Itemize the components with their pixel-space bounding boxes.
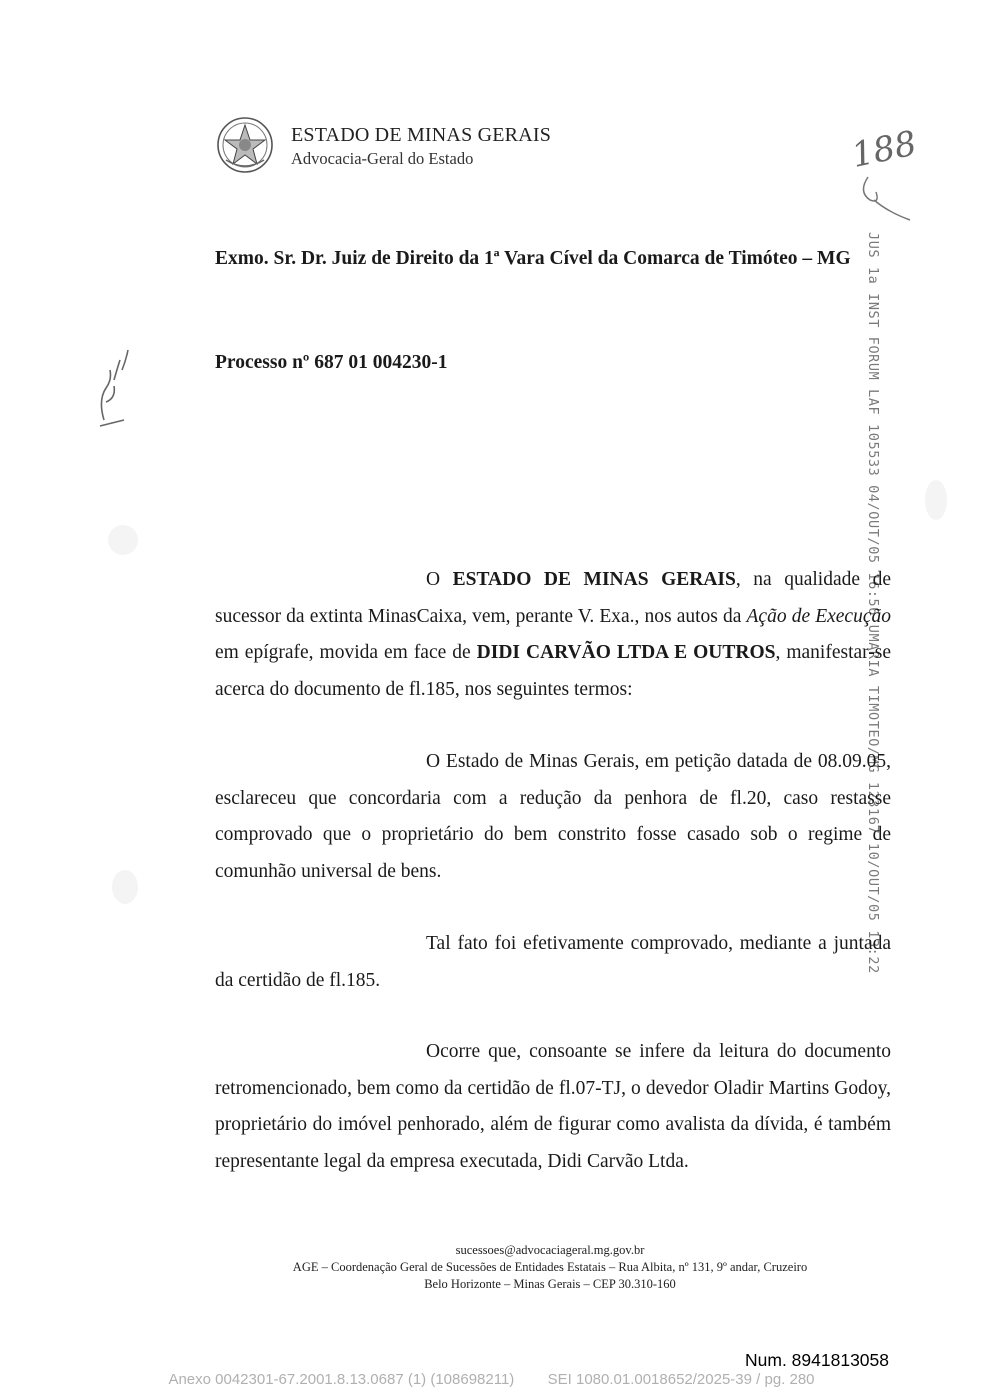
scan-smudge	[925, 480, 947, 520]
scan-smudge	[112, 870, 138, 904]
handwritten-page-number	[848, 122, 928, 232]
page-footer	[200, 1242, 900, 1293]
footer-email: sucessoes@advocaciageral.mg.gov.br	[455, 1243, 645, 1257]
addressee: Exmo. Sr. Dr. Juiz de Direito da 1ª Vara Cível da Comarca de Timóteo – MG	[215, 248, 851, 269]
coat-of-arms-seal	[216, 116, 274, 174]
p1-text-4: , manifestar-se acerca do documento de fl.185, nos seguintes termos:	[215, 642, 891, 700]
paragraph-3: Tal fato foi efetivamente comprovado, mediante a juntada da certidão de fl.185.	[215, 933, 891, 991]
p1-text-1: O	[426, 569, 453, 590]
handwritten-page-number-text: 188	[848, 123, 921, 176]
footer-city: Belo Horizonte – Minas Gerais – CEP 30.310-160	[424, 1277, 676, 1291]
footer-address: AGE – Coordenação Geral de Sucessões de Entidades Estatais – Rua Albita, nº 131, 9º andar, Cruzeiro	[292, 1260, 808, 1274]
p1-text-2: , na qualidade de sucessor da extinta MinasCaixa, vem, perante V. Exa., nos autos da	[215, 569, 891, 627]
margin-handwritten-mark	[84, 340, 134, 430]
scan-smudge	[108, 525, 138, 555]
p1-bold-state: ESTADO DE MINAS GERAIS	[452, 569, 736, 590]
paragraph-2: O Estado de Minas Gerais, em petição datada de 08.09.05, esclareceu que concordaria com a redução da penhora de fl.20, caso restasse comprovado que o proprietário do bem constrito fosse casado sob o regime de comunhão universal de bens.	[215, 751, 891, 882]
header-subtitle: Advocacia-Geral do Estado	[291, 149, 474, 168]
p1-italic-action: Ação de Execução	[746, 605, 891, 627]
annex-line: Anexo 0042301-67.2001.8.13.0687 (1) (108698211) SEI 1080.01.0018652/2025-39 / pg. 280	[168, 1371, 815, 1388]
p1-bold-defendant: DIDI CARVÃO LTDA E OUTROS	[476, 642, 776, 663]
process-number: Processo nº 687 01 004230-1	[215, 352, 448, 373]
paragraph-1	[215, 562, 891, 708]
protocol-stamp: JUS 1a INST FORUM LAF 105533 04/OUT/05 16:56 UMARIA TIMOTEO/MG 123167 10/OUT/05 13:22	[865, 232, 881, 974]
p1-text-3: em epígrafe, movida em face de	[215, 642, 477, 663]
header-title: ESTADO DE MINAS GERAIS	[291, 124, 552, 146]
document-number: Num. 8941813058	[745, 1350, 889, 1370]
paragraph-4: Ocorre que, consoante se infere da leitura do documento retromencionado, bem como da certidão de fl.07-TJ, o devedor Oladir Martins Godoy, proprietário do imóvel penhorado, além de figurar como avalista da dívida, é também representante legal da empresa executada, Didi Carvão Ltda.	[215, 1041, 891, 1172]
